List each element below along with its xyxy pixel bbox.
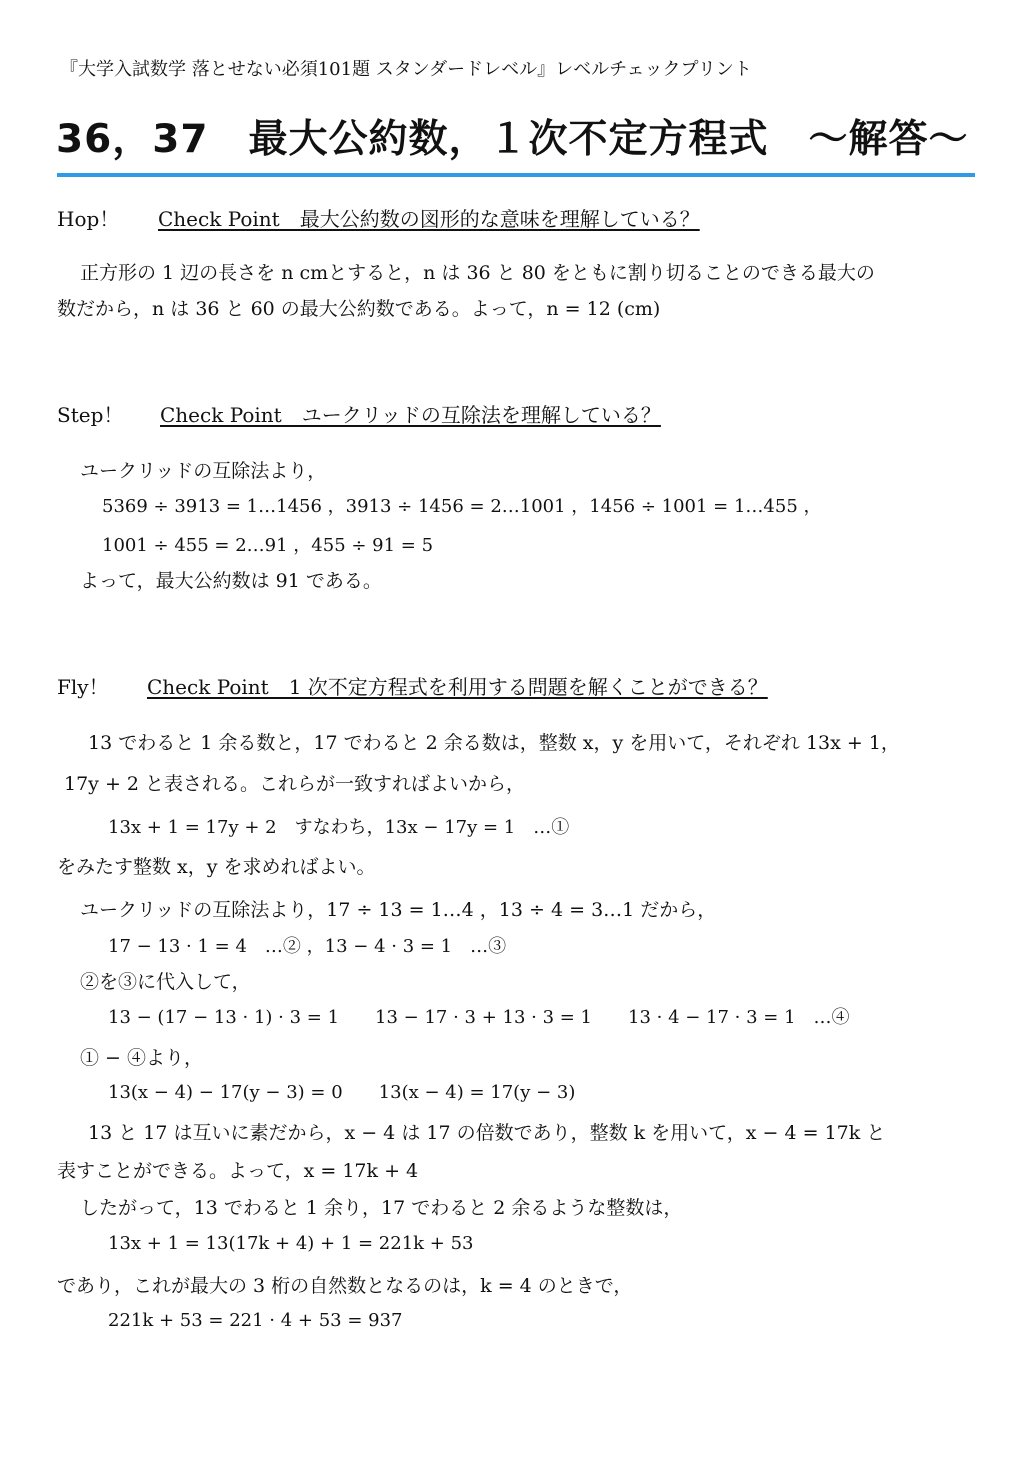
fly-line-12: 表すことができる。よって，x = 17k + 4 [57,1160,419,1182]
fly-line-2: 17y + 2 と表される。これらが一致すればよいから， [64,773,526,795]
fly-line-8: 13 − (17 − 13 · 1) · 3 = 1 13 − 17 · 3 + 13 · 3 = 1 13 · 4 − 17 · 3 = 1 …④ [108,1007,850,1028]
fly-line-9: ① − ④より， [80,1047,203,1069]
fly-line-15: であり，これが最大の 3 桁の自然数となるのは，k = 4 のときで， [57,1275,633,1297]
title-divider [57,173,975,177]
step-line-1: ユークリッドの互除法より， [80,460,327,482]
step-label: Step！ [57,403,124,427]
fly-line-13: したがって，13 でわると 1 余り，17 でわると 2 余るような整数は， [80,1197,683,1219]
step-checkpoint: Check Point ユークリッドの互除法を理解している？ [160,403,661,427]
fly-line-16: 221k + 53 = 221 · 4 + 53 = 937 [108,1310,403,1331]
fly-line-4: をみたす整数 x，y を求めればよい。 [57,856,376,878]
fly-line-1: 13 でわると 1 余る数と，17 でわると 2 余る数は，整数 x，y を用いて，それぞれ 13x + 1， [88,732,900,754]
step-line-2: 5369 ÷ 3913 = 1…1456 ，3913 ÷ 1456 = 2…1001 ，1456 ÷ 1001 = 1…455 ， [102,496,822,517]
step-line-3: 1001 ÷ 455 = 2…91 ，455 ÷ 91 = 5 [102,535,434,556]
fly-line-3: 13x + 1 = 17y + 2 すなわち，13x − 17y = 1 …① [108,817,570,838]
fly-line-5: ユークリッドの互除法より，17 ÷ 13 = 1…4 ，13 ÷ 4 = 3…1 だから， [80,899,717,921]
fly-line-14: 13x + 1 = 13(17k + 4) + 1 = 221k + 53 [108,1233,474,1254]
hop-label: Hop！ [57,207,120,231]
document-header: 『大学入試数学 落とせない必須101題 スタンダードレベル』レベルチェックプリント [60,59,752,80]
hop-checkpoint: Check Point 最大公約数の図形的な意味を理解している？ [158,207,700,231]
fly-line-6: 17 − 13 · 1 = 4 …② ，13 − 4 · 3 = 1 …③ [108,936,507,957]
fly-label: Fly！ [57,675,109,699]
hop-line-2: 数だから，n は 36 と 60 の最大公約数である。よって，n = 12 (cm) [57,298,661,320]
fly-line-7: ②を③に代入して， [80,971,251,993]
fly-line-11: 13 と 17 は互いに素だから，x − 4 は 17 の倍数であり，整数 k を用いて，x − 4 = 17k と [88,1122,886,1144]
page-title: 36，37 最大公約数，１次不定方程式 ～解答～ [56,117,969,162]
step-line-4: よって，最大公約数は 91 である。 [80,570,382,592]
hop-line-1: 正方形の 1 辺の長さを n cmとすると，n は 36 と 80 をともに割り切ることのできる最大の [80,262,875,284]
fly-line-10: 13(x − 4) − 17(y − 3) = 0 13(x − 4) = 17(y − 3) [108,1082,576,1103]
fly-checkpoint: Check Point 1 次不定方程式を利用する問題を解くことができる？ [147,675,768,699]
